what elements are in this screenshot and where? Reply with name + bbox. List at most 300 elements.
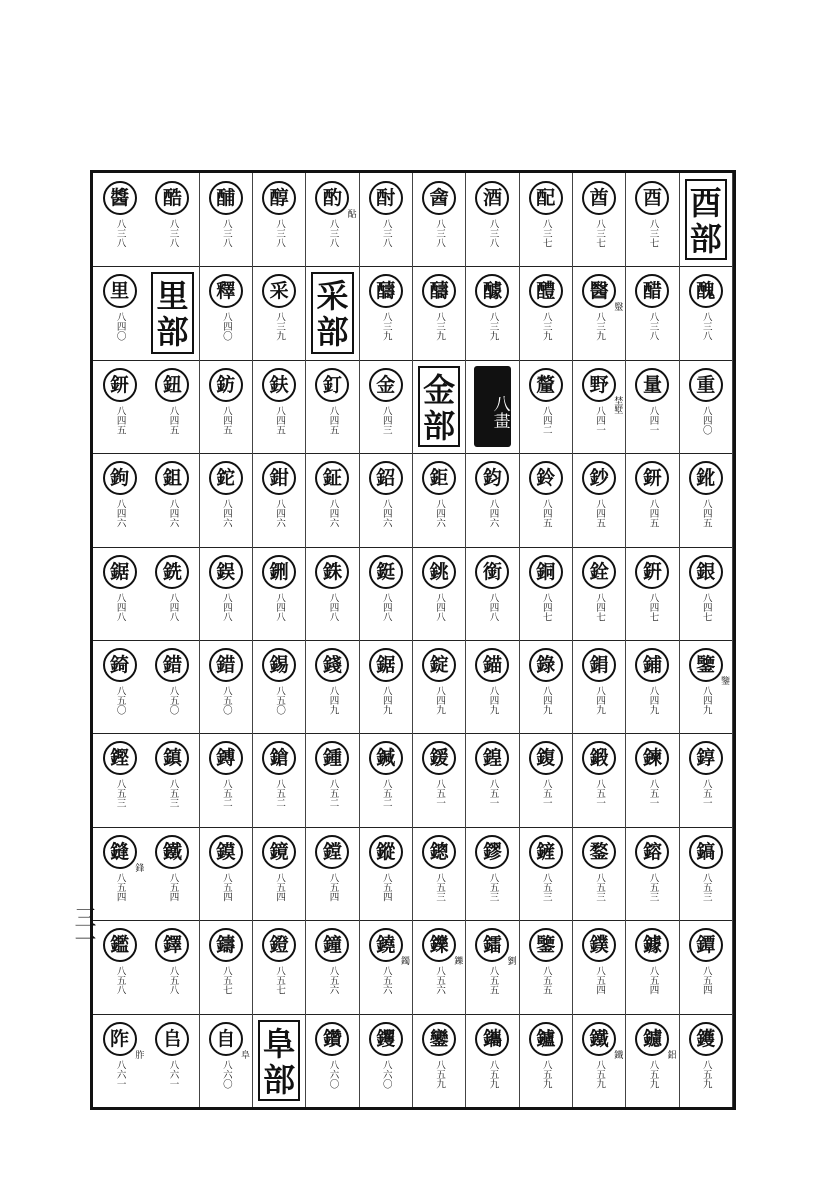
index-entry bbox=[573, 547, 626, 640]
entry-character: 醜 bbox=[689, 274, 723, 308]
entry-page-number: 八四九 bbox=[487, 686, 499, 715]
entry-character: 重 bbox=[689, 368, 723, 402]
index-entry bbox=[360, 1014, 413, 1107]
entry-page-number: 八四九 bbox=[380, 686, 392, 715]
entry-character: 錠 bbox=[422, 648, 456, 682]
entry-character: 鉶 bbox=[262, 555, 296, 589]
index-row bbox=[93, 733, 733, 827]
index-entry bbox=[680, 1014, 733, 1107]
entry-page-number: 八五〇 bbox=[167, 686, 179, 715]
entry-page-number: 八五九 bbox=[540, 1059, 552, 1089]
entry-page-number: 八四二 bbox=[540, 405, 552, 435]
entry-page-number: 八四七 bbox=[540, 592, 552, 622]
entry-page-number: 八五三 bbox=[434, 872, 446, 902]
entry-character: 醻 bbox=[369, 274, 403, 308]
index-entry bbox=[466, 173, 519, 266]
entry-character: 鏡 bbox=[262, 835, 296, 869]
entry-variant: 鑒 bbox=[718, 676, 729, 685]
entry-page-number: 八五五 bbox=[540, 966, 552, 995]
entry-character: 鍼 bbox=[369, 741, 403, 775]
radical-label bbox=[418, 366, 460, 447]
entry-character: 鉏 bbox=[155, 461, 189, 495]
entry-character: 鑾 bbox=[422, 1022, 456, 1056]
entry-character: 鐵 bbox=[155, 835, 189, 869]
entry-page-number: 八五七 bbox=[274, 966, 286, 995]
index-entry bbox=[200, 1014, 253, 1107]
index-entry bbox=[413, 173, 466, 266]
entry-character: 錫 bbox=[262, 648, 296, 682]
entry-character: 酷 bbox=[155, 181, 189, 215]
index-entry bbox=[360, 827, 413, 920]
entry-character: 酋 bbox=[582, 181, 616, 215]
entry-variant: 鋒 bbox=[133, 862, 144, 872]
index-entry bbox=[680, 266, 733, 359]
entry-page-number: 八四九 bbox=[594, 686, 606, 715]
entry-character: 鎬 bbox=[689, 835, 723, 869]
index-entry bbox=[200, 733, 253, 826]
index-entry bbox=[573, 173, 626, 266]
entry-page-number: 八三七 bbox=[647, 219, 659, 248]
radical-label bbox=[258, 1020, 300, 1101]
index-entry bbox=[680, 827, 733, 920]
index-entry bbox=[146, 920, 199, 1013]
entry-character: 鈞 bbox=[475, 461, 509, 495]
entry-page-number: 八五九 bbox=[700, 1059, 712, 1089]
index-entry bbox=[200, 173, 253, 266]
entry-character: 醫 bbox=[582, 274, 616, 308]
entry-page-number: 八四六 bbox=[434, 499, 446, 528]
index-entry bbox=[200, 453, 253, 546]
entry-character: 鏌 bbox=[209, 835, 243, 869]
index-entry bbox=[360, 266, 413, 359]
entry-page-number: 八五三 bbox=[487, 872, 499, 902]
entry-character: 鑄 bbox=[209, 928, 243, 962]
entry-character: 鈇 bbox=[262, 368, 296, 402]
entry-page-number: 八四五 bbox=[700, 499, 712, 528]
index-row bbox=[93, 266, 733, 360]
entry-variant: 鋁 bbox=[665, 1049, 676, 1059]
index-entry bbox=[466, 733, 519, 826]
entry-character: 鏓 bbox=[422, 835, 456, 869]
entry-page-number: 八三九 bbox=[434, 312, 446, 341]
entry-page-number: 八三八 bbox=[220, 219, 232, 248]
entry-character: 野 bbox=[582, 368, 616, 402]
entry-page-number: 八五一 bbox=[540, 779, 552, 808]
index-entry bbox=[360, 360, 413, 453]
entry-page-number: 八五六 bbox=[380, 966, 392, 995]
entry-character: 金 bbox=[369, 368, 403, 402]
index-entry bbox=[93, 640, 146, 733]
entry-page-number: 八五九 bbox=[487, 1059, 499, 1089]
entry-variant: 鐲 bbox=[398, 956, 409, 966]
entry-page-number: 八六〇 bbox=[220, 1059, 232, 1089]
entry-character: 鍊 bbox=[635, 741, 669, 775]
index-entry bbox=[200, 547, 253, 640]
index-row bbox=[93, 827, 733, 921]
entry-page-number: 八五二 bbox=[274, 779, 286, 808]
index-entry bbox=[413, 453, 466, 546]
entry-page-number: 八五六 bbox=[327, 966, 339, 995]
entry-page-number: 八五一 bbox=[594, 779, 606, 808]
radical-suffix: 部 bbox=[316, 313, 349, 352]
index-entry bbox=[146, 827, 199, 920]
entry-page-number: 八六一 bbox=[114, 1059, 126, 1089]
index-entry bbox=[93, 453, 146, 546]
entry-page-number: 八四八 bbox=[434, 592, 446, 622]
index-entry bbox=[200, 360, 253, 453]
entry-character: 醻 bbox=[422, 274, 456, 308]
entry-page-number: 八四一 bbox=[594, 405, 606, 435]
radical-char: 阜 bbox=[263, 1024, 296, 1063]
index-entry bbox=[306, 453, 359, 546]
entry-character: 酌 bbox=[315, 181, 349, 215]
index-entry bbox=[626, 453, 679, 546]
index-entry bbox=[413, 920, 466, 1013]
entry-page-number: 八三八 bbox=[647, 312, 659, 341]
entry-page-number: 八五四 bbox=[114, 872, 126, 902]
entry-character: 銀 bbox=[689, 555, 723, 589]
entry-character: 鉤 bbox=[103, 461, 137, 495]
index-entry bbox=[413, 733, 466, 826]
entry-page-number: 八四六 bbox=[167, 499, 179, 528]
entry-page-number: 八三九 bbox=[594, 312, 606, 341]
entry-page-number: 八六〇 bbox=[327, 1059, 339, 1089]
radical-suffix: 部 bbox=[156, 313, 189, 352]
entry-character: 釐 bbox=[529, 368, 563, 402]
radical-suffix: 部 bbox=[689, 220, 722, 258]
index-entry bbox=[573, 920, 626, 1013]
entry-character: 鑊 bbox=[689, 1022, 723, 1056]
index-row bbox=[93, 360, 733, 454]
entry-character: 量 bbox=[635, 368, 669, 402]
entry-character: 鏠 bbox=[103, 835, 137, 869]
entry-page-number: 八四六 bbox=[114, 499, 126, 528]
entry-character: 鋘 bbox=[209, 555, 243, 589]
entry-character: 鋗 bbox=[582, 648, 616, 682]
entry-character: 鐃 bbox=[369, 928, 403, 962]
index-entry bbox=[573, 827, 626, 920]
index-entry bbox=[573, 640, 626, 733]
entry-page-number: 八四六 bbox=[274, 499, 286, 528]
entry-character: 鍰 bbox=[422, 741, 456, 775]
entry-character: 鐙 bbox=[262, 928, 296, 962]
entry-variant: 埜墅 bbox=[612, 395, 623, 414]
index-entry bbox=[93, 360, 146, 453]
radical-label bbox=[151, 272, 193, 353]
entry-page-number: 八五三 bbox=[594, 872, 606, 902]
index-entry bbox=[413, 266, 466, 359]
entry-page-number: 八四五 bbox=[594, 499, 606, 528]
entry-page-number: 八五一 bbox=[434, 779, 446, 808]
index-row bbox=[93, 640, 733, 734]
entry-character: 鏷 bbox=[582, 928, 616, 962]
index-entry bbox=[626, 920, 679, 1013]
entry-character: 鏐 bbox=[475, 835, 509, 869]
index-entry bbox=[253, 360, 306, 453]
index-entry bbox=[93, 1014, 146, 1107]
entry-character: 酓 bbox=[422, 181, 456, 215]
entry-page-number: 八四五 bbox=[327, 405, 339, 435]
index-entry bbox=[200, 266, 253, 359]
entry-page-number: 八三七 bbox=[540, 219, 552, 248]
index-entry bbox=[200, 640, 253, 733]
entry-character: 鐸 bbox=[155, 928, 189, 962]
entry-character: 錯 bbox=[209, 648, 243, 682]
index-entry bbox=[466, 453, 519, 546]
entry-character: 鐵 bbox=[582, 1022, 616, 1056]
index-entry bbox=[466, 1014, 519, 1107]
entry-character: 錯 bbox=[155, 648, 189, 682]
index-entry bbox=[93, 173, 146, 266]
page-number: 三一 bbox=[71, 906, 96, 950]
index-entry bbox=[413, 640, 466, 733]
entry-character: 采 bbox=[262, 274, 296, 308]
index-entry bbox=[93, 920, 146, 1013]
index-entry bbox=[93, 827, 146, 920]
index-entry bbox=[626, 360, 679, 453]
index-entry bbox=[360, 920, 413, 1013]
index-row bbox=[93, 453, 733, 547]
index-entry bbox=[413, 547, 466, 640]
index-entry bbox=[466, 920, 519, 1013]
entry-page-number: 八五四 bbox=[380, 872, 392, 902]
entry-page-number: 八五四 bbox=[700, 966, 712, 995]
entry-character: 鍪 bbox=[582, 835, 616, 869]
index-entry bbox=[93, 547, 146, 640]
index-entry bbox=[466, 827, 519, 920]
entry-page-number: 八五五 bbox=[487, 966, 499, 995]
entry-variant: 鑠 bbox=[452, 956, 463, 966]
entry-character: 鉊 bbox=[369, 461, 403, 495]
entry-page-number: 八三九 bbox=[487, 312, 499, 341]
radical-suffix: 部 bbox=[423, 406, 456, 445]
index-entry bbox=[520, 547, 573, 640]
radical-header bbox=[413, 360, 466, 453]
entry-variant: 鐵 bbox=[612, 1049, 623, 1059]
entry-character: 鋪 bbox=[635, 648, 669, 682]
entry-page-number: 八三八 bbox=[700, 312, 712, 341]
index-entry bbox=[520, 453, 573, 546]
entry-page-number: 八四〇 bbox=[220, 312, 232, 341]
index-entry bbox=[573, 733, 626, 826]
index-entry bbox=[146, 453, 199, 546]
index-entry bbox=[146, 1014, 199, 1107]
index-entry bbox=[306, 173, 359, 266]
entry-page-number: 八五七 bbox=[220, 966, 232, 995]
index-entry bbox=[360, 640, 413, 733]
entry-page-number: 八三八 bbox=[274, 219, 286, 248]
entry-page-number: 八四九 bbox=[434, 686, 446, 715]
index-entry bbox=[360, 733, 413, 826]
radical-header bbox=[306, 266, 359, 359]
entry-character: 鐻 bbox=[635, 928, 669, 962]
index-entry bbox=[680, 640, 733, 733]
index-entry bbox=[413, 1014, 466, 1107]
entry-character: 鈔 bbox=[582, 461, 616, 495]
entry-character: 鎗 bbox=[262, 741, 296, 775]
entry-page-number: 八五〇 bbox=[274, 686, 286, 715]
entry-character: 鑒 bbox=[529, 928, 563, 962]
entry-character: 鑴 bbox=[475, 1022, 509, 1056]
entry-character: 鈴 bbox=[529, 461, 563, 495]
entry-page-number: 八五三 bbox=[647, 872, 659, 902]
entry-character: 銖 bbox=[315, 555, 349, 589]
entry-character: 醬 bbox=[103, 181, 137, 215]
entry-page-number: 八四〇 bbox=[114, 312, 126, 341]
index-entry bbox=[466, 640, 519, 733]
entry-page-number: 八四八 bbox=[220, 592, 232, 622]
index-entry bbox=[306, 547, 359, 640]
entry-character: 錄 bbox=[529, 648, 563, 682]
index-entry bbox=[146, 547, 199, 640]
entry-character: 銚 bbox=[422, 555, 456, 589]
entry-page-number: 八四五 bbox=[540, 499, 552, 528]
entry-character: 醇 bbox=[262, 181, 296, 215]
index-entry bbox=[146, 640, 199, 733]
stroke-count-label: 八畫 bbox=[474, 366, 510, 447]
entry-character: 鑒 bbox=[689, 648, 723, 682]
entry-page-number: 八五〇 bbox=[114, 686, 126, 715]
entry-character: 鍾 bbox=[315, 741, 349, 775]
entry-page-number: 八四九 bbox=[540, 686, 552, 715]
stroke-count-header bbox=[466, 360, 519, 453]
entry-character: 鉅 bbox=[422, 461, 456, 495]
entry-character: 鏜 bbox=[315, 835, 349, 869]
entry-character: 錨 bbox=[475, 648, 509, 682]
entry-page-number: 八四九 bbox=[647, 686, 659, 715]
radical-char: 酉 bbox=[689, 184, 722, 222]
index-entry bbox=[626, 547, 679, 640]
radical-header bbox=[146, 266, 199, 359]
entry-character: 鈕 bbox=[155, 368, 189, 402]
entry-character: 鐳 bbox=[475, 928, 509, 962]
entry-page-number: 八五四 bbox=[167, 872, 179, 902]
entry-page-number: 八四七 bbox=[647, 592, 659, 622]
entry-page-number: 八五〇 bbox=[220, 686, 232, 715]
index-entry bbox=[573, 360, 626, 453]
index-row bbox=[93, 1014, 733, 1107]
entry-page-number: 八四八 bbox=[274, 592, 286, 622]
index-entry bbox=[306, 640, 359, 733]
entry-variant: 胙 bbox=[133, 1049, 144, 1059]
index-entry bbox=[520, 266, 573, 359]
entry-character: 鏟 bbox=[529, 835, 563, 869]
entry-page-number: 八四五 bbox=[167, 405, 179, 435]
index-entry bbox=[306, 920, 359, 1013]
entry-character: 鐔 bbox=[689, 928, 723, 962]
entry-page-number: 八三八 bbox=[327, 219, 339, 248]
entry-character: 酺 bbox=[209, 181, 243, 215]
entry-page-number: 八四六 bbox=[487, 499, 499, 528]
entry-page-number: 八四九 bbox=[700, 686, 712, 715]
index-entry bbox=[253, 547, 306, 640]
entry-page-number: 八五四 bbox=[220, 872, 232, 902]
index-entry bbox=[360, 173, 413, 266]
entry-page-number: 八四五 bbox=[220, 405, 232, 435]
index-entry bbox=[573, 1014, 626, 1107]
index-entry bbox=[573, 266, 626, 359]
entry-character: 釋 bbox=[209, 274, 243, 308]
index-entry bbox=[306, 733, 359, 826]
index-entry bbox=[253, 266, 306, 359]
entry-page-number: 八三九 bbox=[380, 312, 392, 341]
entry-character: 鑠 bbox=[422, 928, 456, 962]
entry-character: 自 bbox=[209, 1022, 243, 1056]
entry-character: 釘 bbox=[315, 368, 349, 402]
index-entry bbox=[306, 827, 359, 920]
entry-character: 鋌 bbox=[369, 555, 403, 589]
index-entry bbox=[520, 1014, 573, 1107]
entry-page-number: 八五四 bbox=[647, 966, 659, 995]
entry-page-number: 八四五 bbox=[647, 499, 659, 528]
entry-character: 鎮 bbox=[155, 741, 189, 775]
index-entry bbox=[146, 360, 199, 453]
entry-character: 鍑 bbox=[529, 741, 563, 775]
index-entry bbox=[200, 827, 253, 920]
entry-character: 鈋 bbox=[689, 461, 723, 495]
entry-page-number: 八五二 bbox=[380, 779, 392, 808]
entry-page-number: 八五八 bbox=[114, 966, 126, 995]
entry-page-number: 八四六 bbox=[380, 499, 392, 528]
entry-page-number: 八四一 bbox=[647, 405, 659, 435]
entry-page-number: 八四八 bbox=[114, 592, 126, 622]
entry-character: 鎔 bbox=[635, 835, 669, 869]
entry-page-number: 八四八 bbox=[380, 592, 392, 622]
index-entry bbox=[680, 453, 733, 546]
entry-page-number: 八四八 bbox=[167, 592, 179, 622]
index-entry bbox=[146, 733, 199, 826]
index-entry bbox=[626, 1014, 679, 1107]
entry-character: 阼 bbox=[103, 1022, 137, 1056]
index-row bbox=[93, 173, 733, 267]
entry-character: 錢 bbox=[315, 648, 349, 682]
entry-character: 鍛 bbox=[582, 741, 616, 775]
entry-page-number: 八五六 bbox=[434, 966, 446, 995]
index-entry bbox=[520, 360, 573, 453]
entry-page-number: 八四七 bbox=[700, 592, 712, 622]
index-entry bbox=[253, 173, 306, 266]
entry-character: 銑 bbox=[155, 555, 189, 589]
entry-page-number: 八五八 bbox=[167, 966, 179, 995]
index-entry bbox=[306, 1014, 359, 1107]
index-entry bbox=[626, 173, 679, 266]
entry-page-number: 八五二 bbox=[220, 779, 232, 808]
entry-character: 酎 bbox=[369, 181, 403, 215]
entry-page-number: 八四六 bbox=[327, 499, 339, 528]
entry-character: 鑑 bbox=[103, 928, 137, 962]
index-entry bbox=[253, 640, 306, 733]
radical-header bbox=[680, 173, 733, 266]
entry-character: 𠂤 bbox=[155, 1022, 189, 1056]
index-entry bbox=[253, 827, 306, 920]
entry-page-number: 八五九 bbox=[434, 1059, 446, 1089]
entry-character: 錞 bbox=[689, 741, 723, 775]
entry-character: 醴 bbox=[529, 274, 563, 308]
entry-character: 鈃 bbox=[103, 368, 137, 402]
entry-page-number: 八三九 bbox=[274, 312, 286, 341]
entry-page-number: 八五三 bbox=[540, 872, 552, 902]
radical-char: 金 bbox=[423, 370, 456, 409]
radical-suffix: 部 bbox=[263, 1060, 296, 1099]
index-entry bbox=[680, 920, 733, 1013]
entry-character: 配 bbox=[529, 181, 563, 215]
radical-char: 里 bbox=[156, 277, 189, 316]
entry-character: 銜 bbox=[475, 555, 509, 589]
index-entry bbox=[93, 733, 146, 826]
index-entry bbox=[680, 360, 733, 453]
entry-page-number: 八五四 bbox=[327, 872, 339, 902]
entry-character: 鏦 bbox=[369, 835, 403, 869]
